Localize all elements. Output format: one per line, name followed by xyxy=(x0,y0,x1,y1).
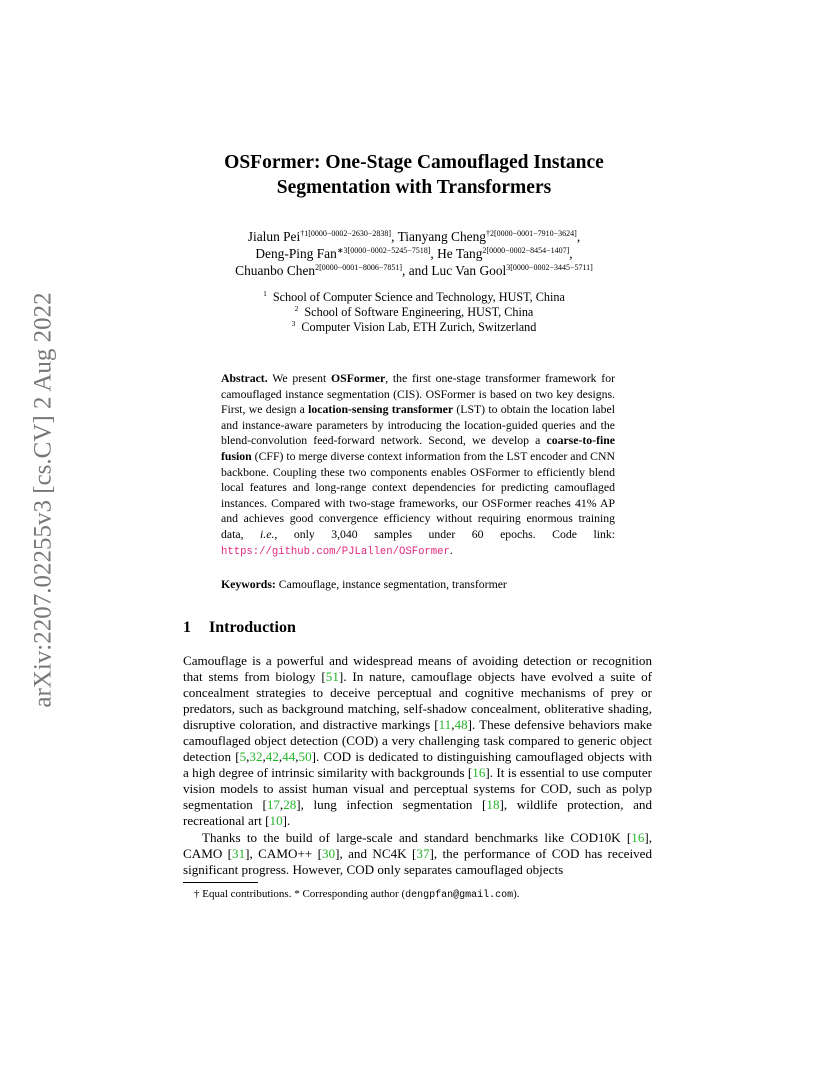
author-orcid: 2[0000−0002−8454−1407] xyxy=(482,246,570,255)
affiliation-3: $^3$ Computer Vision Lab, ETH Zurich, Switzerland xyxy=(291,319,537,334)
citation-link[interactable]: 10 xyxy=(269,813,283,829)
author-name: , Tianyang Cheng xyxy=(391,229,486,244)
author-sep: , xyxy=(576,229,581,244)
keywords-label: Keywords: xyxy=(221,578,276,591)
arxiv-sidebar xyxy=(24,290,64,710)
citation-link[interactable]: 17 xyxy=(266,797,280,813)
author-orcid: 3[0000−0002−3445−5711] xyxy=(506,263,593,272)
keywords: Keywords: Camouflage, instance segmentation, transformer xyxy=(221,578,507,591)
citation-link[interactable]: 31 xyxy=(232,845,246,861)
citation-link[interactable]: 16 xyxy=(472,765,486,781)
author-name: Deng-Ping Fan xyxy=(255,246,337,261)
author-orcid: †2[0000−0001−7910−3624] xyxy=(485,229,577,238)
citation-link[interactable]: 48 xyxy=(454,717,468,733)
citation-link[interactable]: 5 xyxy=(239,749,247,765)
paragraph: Thanks to the build of large-scale and standard benchmarks like COD10K [16], CAMO [31], CAMO++ [30], and NC4K [37], the performance of COD has received significant progress. However, COD only separates camouflaged objects xyxy=(183,829,652,877)
section-title: Introduction xyxy=(209,619,296,636)
abstract: Abstract. We present OSFormer, the first one-stage transformer framework for camouflaged instance segmentation (CIS). OSFormer is based on two key designs. First, we design a location-sensing transformer (LST) to obtain the location label and instance-aware parameters by introducing the location-guided queries and the blend-convolution feed-forward network. Second, we develop a coarse-to-fine fusion (CFF) to merge diverse context information from the LST encoder and CNN backbone. Coupling these two components enables OSFormer to efficiently blend local features and long-range context dependencies for predicting camouflaged instances. Compared with two-stage frameworks, our OSFormer reaches 41% AP and achieves good convergence efficiency without requiring enormous training data, i.e., only 3,040 samples under 60 epochs. Code link: https://github.com/PJLallen/OSFormer. xyxy=(221,372,615,558)
author-list xyxy=(170,228,658,279)
author-name: , and Luc Van Gool xyxy=(402,263,507,278)
author-orcid: †1[0000−0002−2630−2838] xyxy=(300,229,392,238)
citation-link[interactable]: 30 xyxy=(322,845,336,861)
section-heading xyxy=(183,618,296,638)
citation-link[interactable]: 28 xyxy=(283,797,297,813)
introduction-body xyxy=(183,653,652,878)
arxiv-id: arXiv:2207.02255v3 [cs.CV] 2 Aug 2022 xyxy=(30,292,57,708)
author-name: Chuanbo Chen xyxy=(235,263,316,278)
citation-link[interactable]: 11 xyxy=(438,717,452,733)
citation-link[interactable]: 32 xyxy=(249,749,263,765)
author-name: Jialun Pei xyxy=(247,229,301,244)
author-orcid: ∗3[0000−0002−5245−7518] xyxy=(336,246,431,255)
section-number: 1 xyxy=(183,619,191,636)
corresponding-email: dengpfan@gmail.com xyxy=(405,890,514,901)
citation-link[interactable]: 37 xyxy=(416,845,430,861)
code-link[interactable]: https://github.com/PJLallen/OSFormer xyxy=(221,545,450,558)
footnote-rule xyxy=(183,882,258,883)
author-sep: , xyxy=(569,246,573,261)
paper-title xyxy=(150,150,678,200)
paragraph: Camouflage is a powerful and widespread means of avoiding detection or recognition that stems from biology [51]. In nature, camouflage objects have evolved a suite of concealment strategies to deceive perceptual and cognitive mechanisms of prey or predators, such as background matching, self-shadow concealment, obliterative shading, disruptive coloration, and distractive markings [11,48]. These defensive behaviors make camouflaged object detection (COD) a very challenging task compared to generic object detection [5,32,42,44,50]. COD is dedicated to distinguishing camouflaged objects with a high degree of intrinsic similarity with backgrounds [16]. It is essential to use computer vision models to assist human visual and perceptual systems for COD, such as polyp segmentation [17,28], lung infection segmentation [18], wildlife protection, and recreational art [10]. xyxy=(183,653,652,829)
citation-link[interactable]: 50 xyxy=(298,749,312,765)
title-line-2: Segmentation with Transformers xyxy=(276,177,552,198)
citation-link[interactable]: 44 xyxy=(282,749,296,765)
citation-link[interactable]: 42 xyxy=(265,749,279,765)
citation-link[interactable]: 51 xyxy=(325,669,339,685)
abstract-label: Abstract. xyxy=(221,372,268,385)
affiliation-2: $^2$ School of Software Engineering, HUST, China xyxy=(294,304,534,319)
affiliations xyxy=(170,290,658,335)
title-line-1: OSFormer: One-Stage Camouflaged Instance xyxy=(224,152,604,173)
author-name: , He Tang xyxy=(430,246,483,261)
affiliation-1: $^1$ School of Computer Science and Technology, HUST, China xyxy=(263,289,565,304)
author-orcid: 2[0000−0001−8006−7851] xyxy=(315,263,402,272)
citation-link[interactable]: 16 xyxy=(631,829,645,845)
footnote: † Equal contributions. * Corresponding author (dengpfan@gmail.com). xyxy=(194,888,520,901)
citation-link[interactable]: 18 xyxy=(486,797,500,813)
